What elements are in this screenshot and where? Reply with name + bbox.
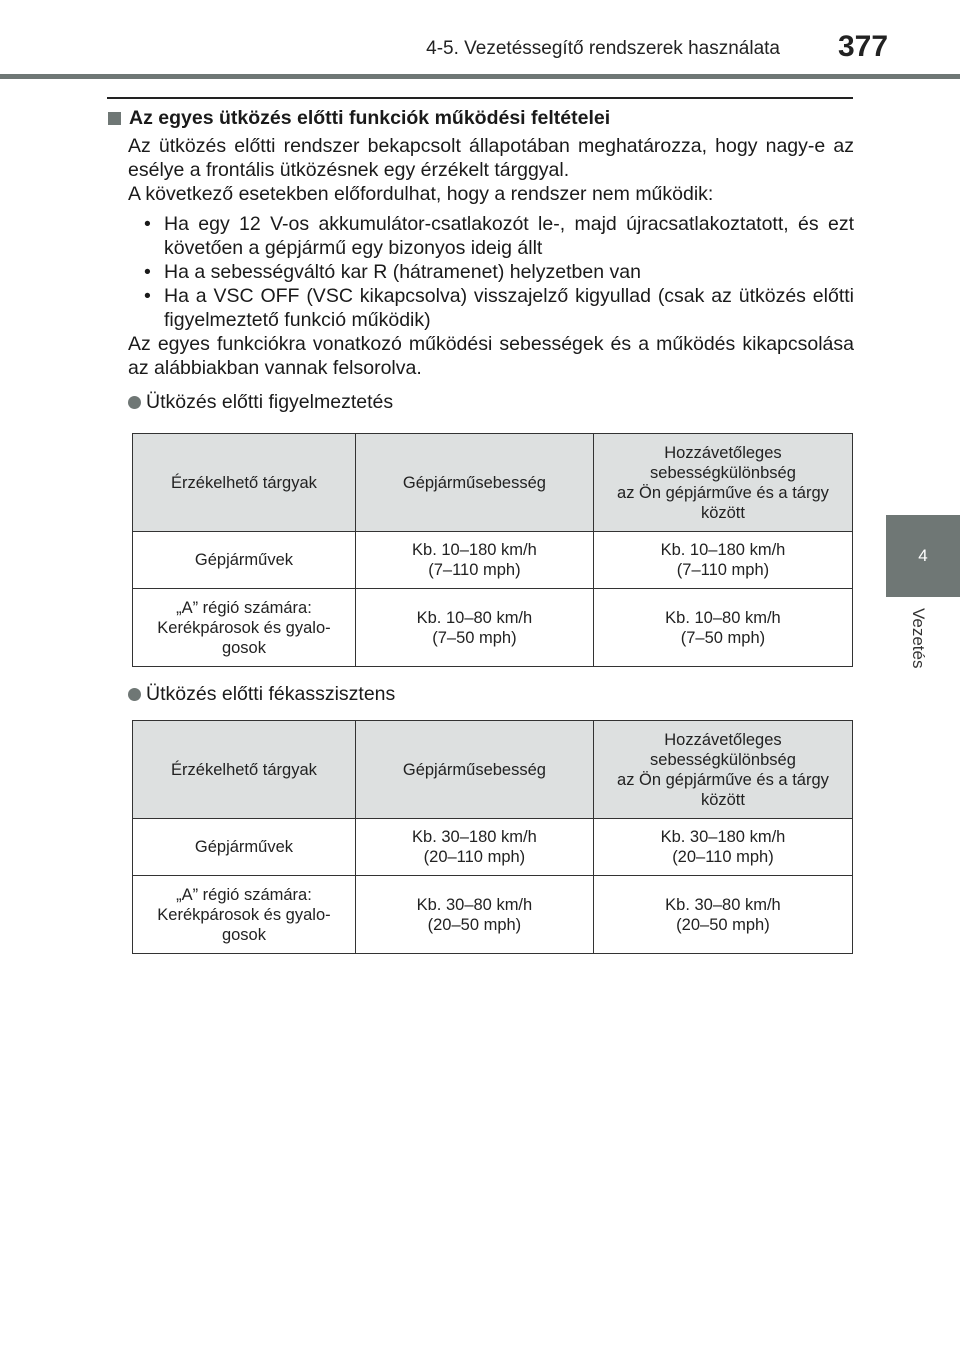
cell-target [133,876,356,954]
header-line: között [700,503,745,522]
bullet-dot-icon: • [144,285,151,307]
list-item [144,260,854,284]
cell-speed-difference [593,819,852,876]
cell-line: (20–50 mph) [427,915,522,934]
intro-paragraph-2: A következő esetekben előfordulhat, hogy a rendszer nem működik: [128,183,714,205]
list-item [144,212,854,260]
conditions-list [108,212,854,332]
section-heading-text: Az egyes ütközés előtti funkciók működési feltételei [129,107,611,129]
cell-vehicle-speed [355,532,593,589]
list-item-text: Ha a sebességváltó kar R (hátramenet) helyzetben van [164,261,641,283]
cell-line: gosok [221,638,266,657]
cell-vehicle-speed [355,876,593,954]
cell-line: Kb. 30–80 km/h [665,895,781,914]
circle-bullet-icon [128,688,141,701]
cell-line: Kb. 10–180 km/h [412,541,537,559]
chapter-tab [886,515,960,597]
cell-line: Kb. 10–180 km/h [660,541,786,559]
intro-paragraph-1: Az ütközés előtti rendszer bekapcsolt állapotában meghatározza, hogy nagy-e az esélye a frontális ütközésnek egy érzékelt tárggyal. [128,135,854,181]
header-targets: Érzékelhető tárgyak [133,721,356,819]
header-line: az Ön gépjárműve és a tárgy [617,770,829,789]
warning-table [132,433,853,667]
header-targets: Érzékelhető tárgyak [133,434,356,532]
cell-line: Gépjárművek [194,551,294,569]
chapter-number: 4 [918,546,928,565]
cell-line: Kb. 30–180 km/h [412,828,537,846]
cell-line: „A” régió számára: [176,598,312,617]
header-speed-difference [593,721,852,819]
table-row [133,819,853,876]
square-bullet-icon [108,112,121,125]
list-item [144,284,854,332]
cell-line: (20–110 mph) [423,848,526,866]
header-rule [0,74,960,79]
cell-line: Kb. 10–80 km/h [665,608,781,627]
brake-assist-subheading [108,682,395,706]
circle-bullet-icon [128,396,141,409]
cell-target [133,532,356,589]
header-line: sebességkülönbség [650,750,796,769]
warning-subheading [108,390,854,414]
chapter-label: Vezetés [909,608,928,669]
table-row [133,876,853,954]
brake-assist-subheading-row [108,682,395,706]
section-heading [108,106,854,130]
list-item-text: Ha a VSC OFF (VSC kikapcsolva) visszajelző kigyullad (csak az ütközés előtti figyelmeztető funkció működik) [164,285,854,331]
page-number: 377 [838,30,889,63]
brake-assist-table [132,720,853,954]
cell-target [133,819,356,876]
cell-target [133,589,356,667]
header-line: Hozzávetőleges [664,443,782,462]
section-rule [107,97,853,99]
header-line: az Ön gépjárműve és a tárgy [617,483,829,502]
cell-line: (7–50 mph) [680,628,766,647]
cell-line: gosok [221,925,266,944]
cell-vehicle-speed [355,819,593,876]
cell-speed-difference [593,589,852,667]
brake-assist-subheading-text: Ütközés előtti fékasszisztens [146,683,396,705]
cell-vehicle-speed [355,589,593,667]
cell-line: (7–110 mph) [676,561,770,579]
header-line: sebességkülönbség [650,463,796,482]
header-vehicle-speed: Gépjárműsebesség [355,721,593,819]
header-speed-difference [593,434,852,532]
cell-line: Gépjárművek [194,838,294,856]
table-header-row [133,434,853,532]
cell-speed-difference [593,876,852,954]
cell-line: (20–50 mph) [676,915,770,934]
cell-line: Kerékpárosok és gyalo- [157,905,331,924]
table-header-row [133,721,853,819]
cell-line: (7–110 mph) [428,561,521,579]
cell-line: (20–110 mph) [672,848,774,866]
warning-subheading-text: Ütközés előtti figyelmeztetés [146,391,394,413]
cell-line: „A” régió számára: [176,885,312,904]
section-content [108,106,854,414]
table-row [133,532,853,589]
bullet-dot-icon: • [144,213,151,235]
running-header-title: 4-5. Vezetéssegítő rendszerek használata [426,38,780,59]
cell-line: Kb. 30–80 km/h [416,895,533,914]
header-vehicle-speed: Gépjárműsebesség [355,434,593,532]
bullet-dot-icon: • [144,261,151,283]
cell-line: (7–50 mph) [432,628,517,647]
cell-line: Kb. 30–180 km/h [660,828,786,846]
header-line: Hozzávetőleges [664,730,782,749]
cell-line: Kb. 10–80 km/h [416,608,533,627]
list-item-text: Ha egy 12 V-os akkumulátor-csatlakozót le-, majd újracsatlakoztatott, és ezt követően a gépjármű egy bizonyos ideig állt [164,213,854,259]
header-line: között [700,790,745,809]
outro-paragraph: Az egyes funkciókra vonatkozó működési sebességek és a működés kikapcsolása az alábbiakban vannak felsorolva. [128,333,854,379]
cell-line: Kerékpárosok és gyalo- [157,618,331,637]
table-row [133,589,853,667]
cell-speed-difference [593,532,852,589]
